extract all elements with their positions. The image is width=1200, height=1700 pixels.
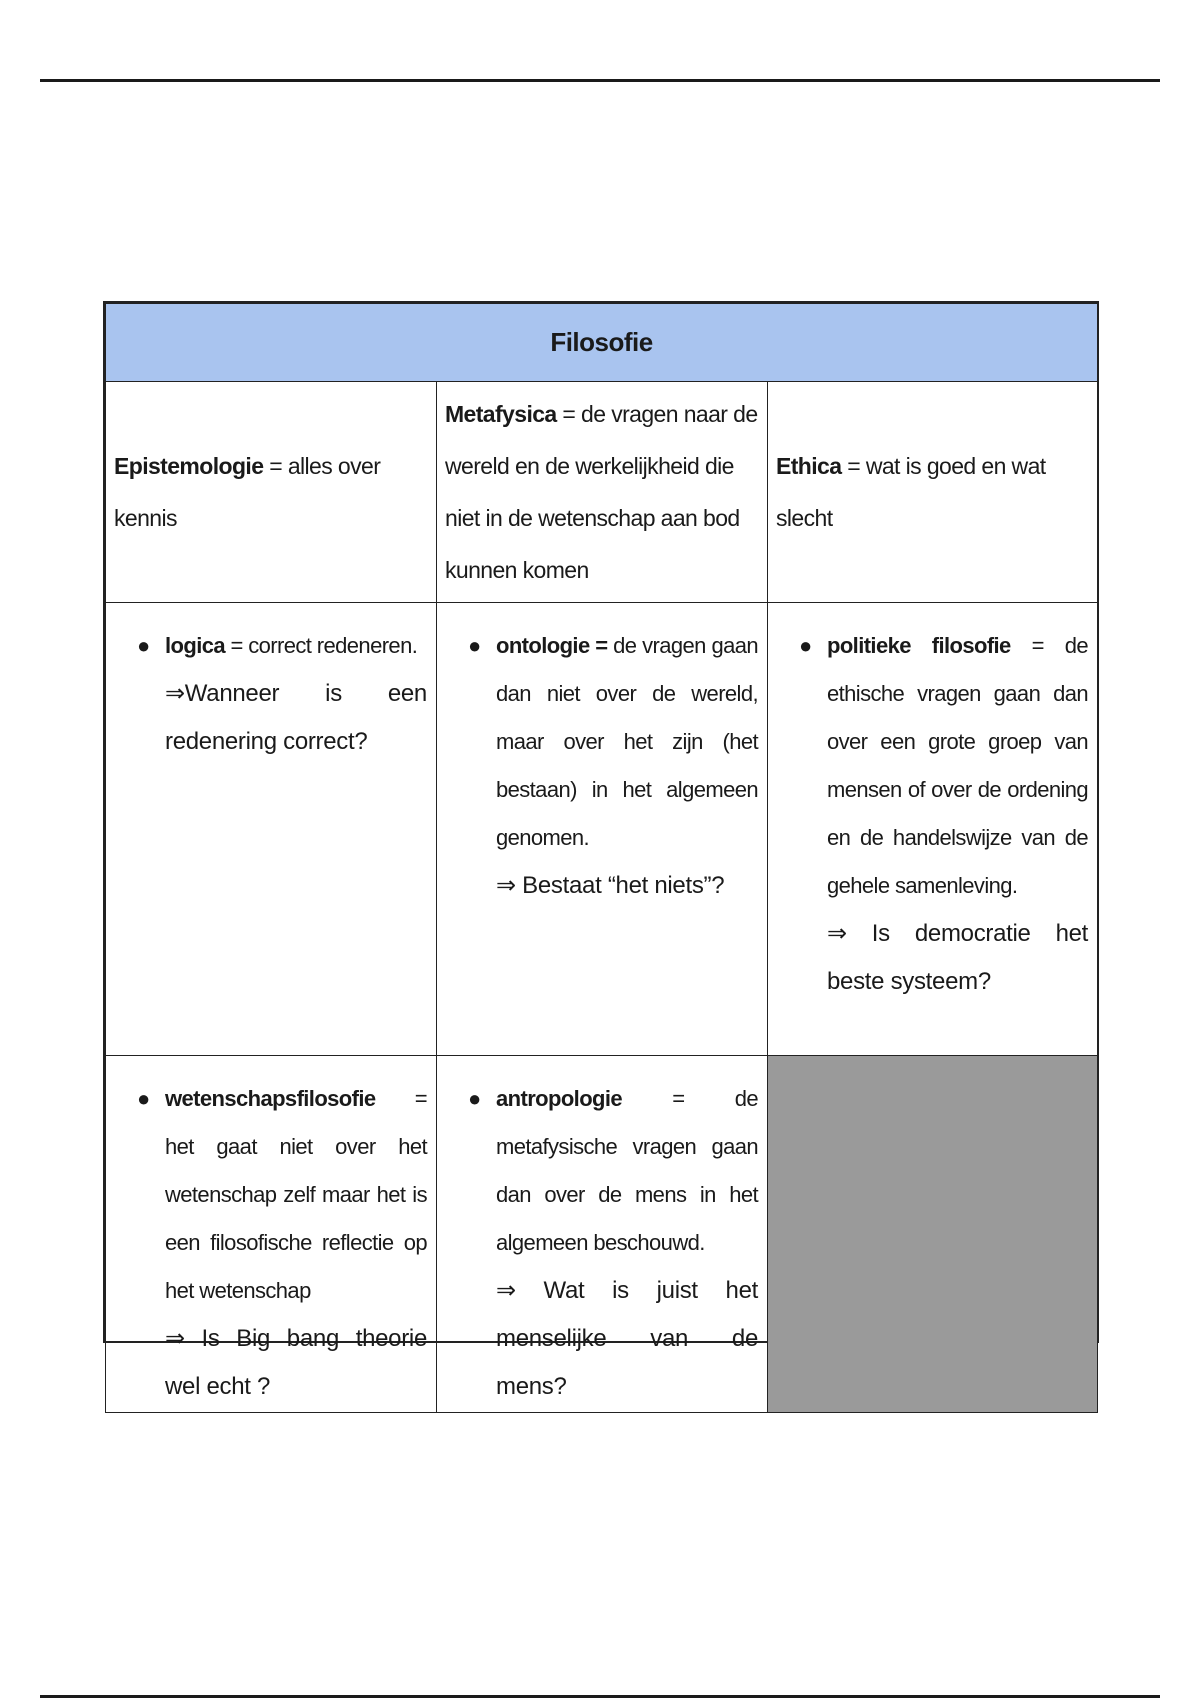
sub-branch-politieke-filosofie bbox=[768, 603, 1098, 1056]
sub-branch-wetenschapsfilosofie bbox=[106, 1056, 437, 1413]
branch-term: Epistemologie bbox=[114, 453, 264, 479]
sub-branch-term: antropologie bbox=[496, 1086, 623, 1111]
sub-branch-definition: = correct redeneren. bbox=[224, 633, 418, 658]
sub-branch-ontologie bbox=[437, 603, 768, 1056]
branch-metafysica bbox=[437, 382, 768, 603]
bullet-icon: ● bbox=[468, 1086, 481, 1111]
bullet-icon: ● bbox=[137, 633, 150, 658]
sub-branch-question: ⇒ Wat is juist het menselijke van de mens? bbox=[496, 1277, 758, 1400]
branch-epistemologie bbox=[106, 382, 437, 603]
sub-branch-term: wetenschapsfilosofie bbox=[165, 1086, 376, 1111]
sub-branch-term: politieke filosofie bbox=[827, 633, 1011, 658]
bullet-icon: ● bbox=[799, 633, 812, 658]
sub-branch-antropologie bbox=[437, 1056, 768, 1413]
table-title: Filosofie bbox=[106, 304, 1098, 382]
bottom-rule bbox=[40, 1695, 1160, 1698]
sub-branch-definition: = het gaat niet over het wetenschap zelf maar het is een filosofische reflectie op het wetenschap bbox=[165, 1086, 427, 1303]
branch-ethica bbox=[768, 382, 1098, 603]
sub-branch-logica bbox=[106, 603, 437, 1056]
sub-branch-question: ⇒ Is democratie het beste systeem? bbox=[827, 920, 1089, 995]
branch-definition: = alles over kennis bbox=[114, 453, 381, 531]
empty-cell bbox=[768, 1056, 1098, 1413]
branch-definition: = wat is goed en wat slecht bbox=[776, 453, 1046, 531]
bullet-icon: ● bbox=[137, 1086, 150, 1111]
sub-branch-question: ⇒Wanneer is een redenering correct? bbox=[165, 680, 427, 755]
philosophy-table bbox=[103, 301, 1099, 1400]
sub-branch-question: ⇒ Bestaat “het niets”? bbox=[496, 872, 725, 899]
sub-branch-definition: de vragen gaan dan niet over de wereld, maar over het zijn (het bestaan) in het algemeen genomen. bbox=[496, 633, 758, 850]
bullet-icon: ● bbox=[468, 633, 481, 658]
sub-branch-term: ontologie = bbox=[496, 633, 608, 658]
sub-branch-term: logica bbox=[165, 633, 225, 658]
branch-term: Metafysica bbox=[445, 401, 557, 427]
branch-definition: = de vragen naar de wereld en de werkelijkheid die niet in de wetenschap aan bod kunnen komen bbox=[445, 401, 758, 583]
top-rule bbox=[40, 79, 1160, 82]
branch-term: Ethica bbox=[776, 453, 842, 479]
sub-branch-definition: = de metafysische vragen gaan dan over de mens in het algemeen beschouwd. bbox=[496, 1086, 758, 1255]
philosophy-grid bbox=[105, 303, 1098, 1413]
sub-branch-question: ⇒ Is Big bang theorie wel echt ? bbox=[165, 1325, 427, 1400]
sub-branch-definition: = de ethische vragen gaan dan over een grote groep van mensen of over de ordening en de handelswijze van de gehele samenleving. bbox=[827, 633, 1089, 898]
